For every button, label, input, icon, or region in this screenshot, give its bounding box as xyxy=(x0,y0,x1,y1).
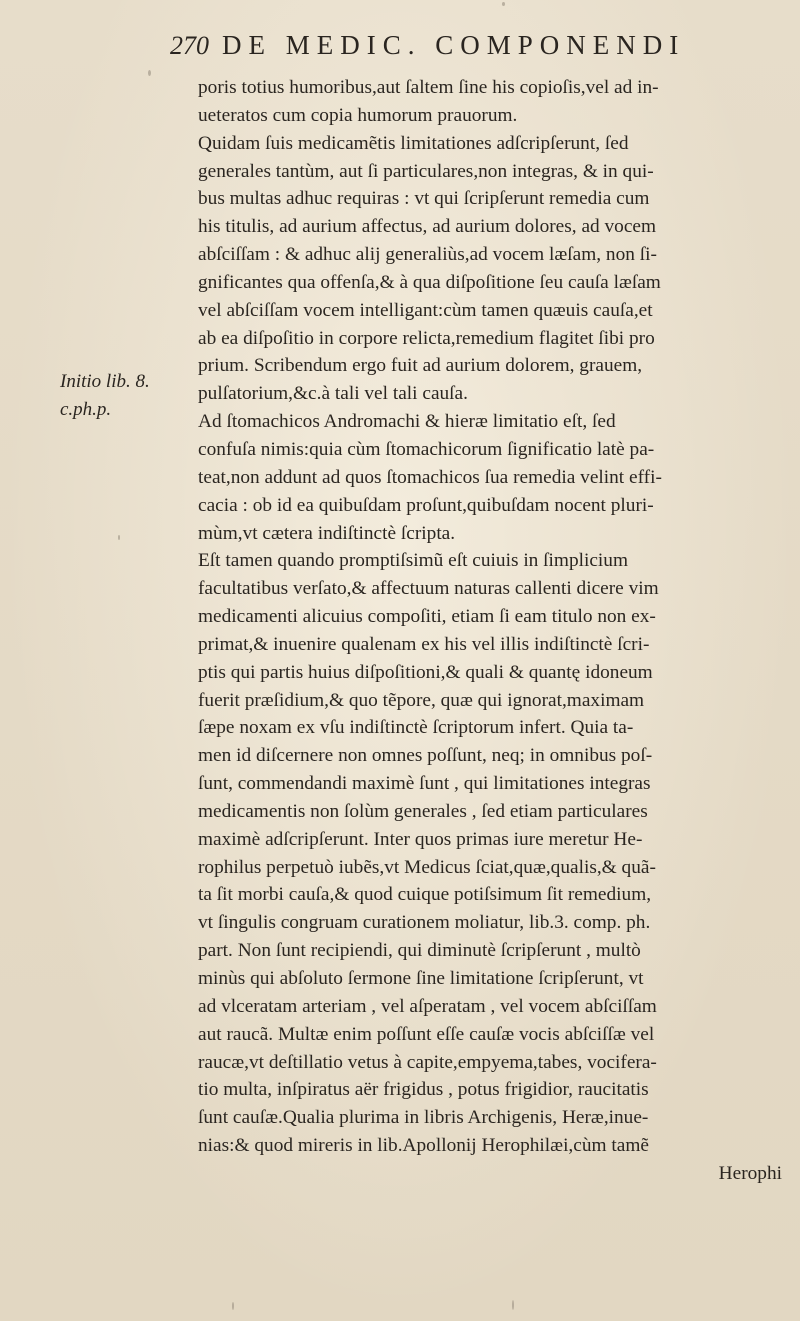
text-line: generales tantùm, aut ſi particulares,non integras, & in qui- xyxy=(198,160,654,182)
text-line: ab ea diſpoſitio in corpore relicta,remedium flagitet ſibi pro xyxy=(198,327,655,349)
text-line: teat,non addunt ad quos ſtomachicos ſua remedia velint effi- xyxy=(198,466,662,488)
paper-speck xyxy=(148,70,151,76)
text-line: confuſa nimis:quia cùm ſtomachicorum ſignificatio latè pa- xyxy=(198,438,655,460)
text-line: ueteratos cum copia humorum prauorum. xyxy=(198,104,518,126)
text-line: ſunt cauſæ.Qualia plurima in libris Archigenis, Heræ,inue- xyxy=(198,1107,649,1129)
text-line: facultatibus verſato,& affectuum naturas callenti dicere vim xyxy=(198,578,659,600)
text-line: men id diſcernere non omnes poſſunt, neq; in omnibus poſ- xyxy=(198,745,653,767)
text-line: medicamenti alicuius compoſiti, etiam ſi eam titulo non ex- xyxy=(198,606,656,628)
margin-note-cph: c.ph.p. xyxy=(60,399,112,420)
body-text xyxy=(198,74,788,1188)
text-line: Herophi xyxy=(718,1162,782,1184)
text-line: pulſatorium,&c.à tali vel tali cauſa. xyxy=(198,383,468,405)
text-line: Ad ſtomachicos Andromachi & hieræ limitatio eſt, ſed xyxy=(198,411,616,433)
text-line: prium. Scribendum ergo fuit ad aurium dolorem, grauem, xyxy=(198,355,643,377)
text-line: fuerit præſidium,& quo tẽpore, quæ qui ignorat,maximam xyxy=(198,689,645,711)
text-line: minùs qui abſoluto ſermone ſine limitatione ſcripſerunt, vt xyxy=(198,968,644,989)
text-line: part. Non ſunt recipiendi, qui diminutè ſcripſerunt , multò xyxy=(198,940,641,962)
page-number: 270 xyxy=(170,31,209,60)
page-header xyxy=(170,30,760,70)
text-line: maximè adſcripſerunt. Inter quos primas iure meretur He- xyxy=(198,828,643,850)
paper-speck xyxy=(118,535,120,540)
text-line: vel abſciſſam vocem intelligant:cùm tamen quæuis cauſa,et xyxy=(198,299,653,321)
text-line: abſciſſam : & adhuc alij generaliùs,ad vocem læſam, non ſi- xyxy=(198,244,657,266)
text-line: vt ſingulis congruam curationem moliatur, lib.3. comp. ph. xyxy=(198,912,651,934)
paper-speck xyxy=(232,1302,234,1310)
text-line: bus multas adhuc requiras : vt qui ſcripſerunt remedia cum xyxy=(198,188,650,210)
text-line: ta ſit morbi cauſa,& quod cuique potiſsimum ſit remedium, xyxy=(198,884,652,906)
text-line: ptis qui partis huius diſpoſitioni,& quali & quantę idoneum xyxy=(198,661,653,683)
text-line: raucæ,vt deſtillatio vetus à capite,empyema,tabes, vocifera- xyxy=(198,1051,657,1073)
text-line: aut raucã. Multæ enim poſſunt eſſe cauſæ vocis abſciſſæ vel xyxy=(198,1023,655,1045)
running-head: DE MEDIC. COMPONENDI xyxy=(222,30,686,60)
paper-speck xyxy=(512,1300,514,1310)
text-line: nias:& quod mireris in lib.Apollonij Herophilæi,cùm tamẽ xyxy=(198,1135,649,1157)
text-line: rophilus perpetuò iubẽs,vt Medicus ſciat,quæ,qualis,& quã- xyxy=(198,856,656,878)
text-line: gnificantes qua offenſa,& à qua diſpoſitione ſeu cauſa læſam xyxy=(198,271,661,293)
text-line: medicamentis non ſolùm generales , ſed etiam particulares xyxy=(198,800,648,822)
text-line: poris totius humoribus,aut ſaltem ſine his copioſis,vel ad in- xyxy=(198,77,659,98)
text-line: Quidam ſuis medicamẽtis limitationes adſcripſerunt, ſed xyxy=(198,132,629,154)
text-line: ſunt, commendandi maximè ſunt , qui limitationes integras xyxy=(198,773,651,795)
paper-speck xyxy=(502,2,505,6)
text-line: cacia : ob id ea quibuſdam proſunt,quibuſdam nocent pluri- xyxy=(198,494,654,516)
text-line: his titulis, ad aurium affectus, ad aurium dolores, ad vocem xyxy=(198,216,657,238)
text-line: tio multa, inſpiratus aër frigidus , potus frigidior, raucitatis xyxy=(198,1079,649,1101)
text-line: mùm,vt cætera indiſtinctè ſcripta. xyxy=(198,522,456,544)
text-line: Eſt tamen quando promptiſsimũ eſt cuiuis in ſimplicium xyxy=(198,550,629,572)
text-line: primat,& inuenire qualenam ex his vel illis indiſtinctè ſcri- xyxy=(198,633,650,655)
text-line: ad vlceratam arteriam , vel aſperatam , vel vocem abſciſſam xyxy=(198,995,657,1017)
text-line: ſæpe noxam ex vſu indiſtinctè ſcriptorum infert. Quia ta- xyxy=(198,717,634,739)
margin-note-initio: Initio lib. 8. xyxy=(60,371,150,392)
